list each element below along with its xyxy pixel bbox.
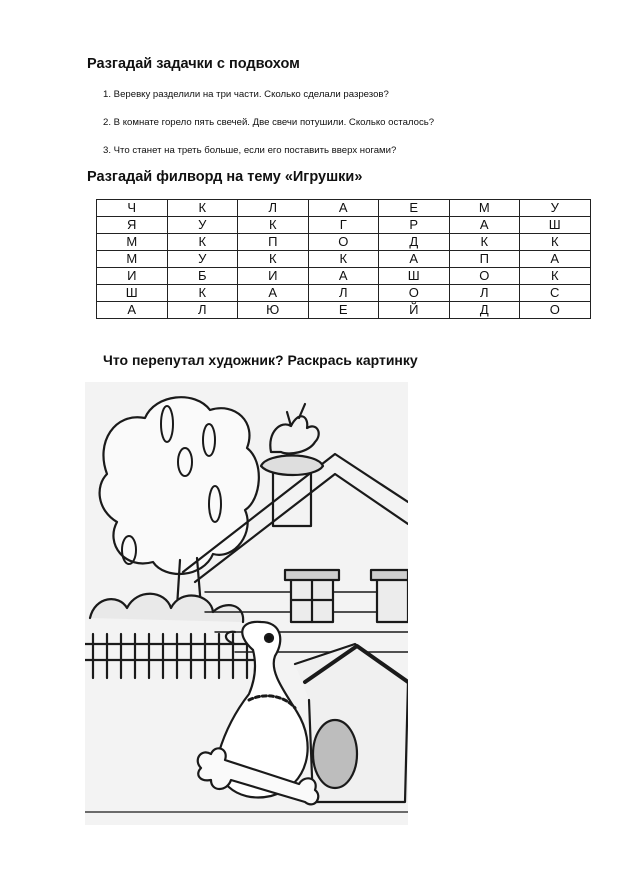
riddle-3: 3. Что станет на треть больше, если его поставить вверх ногами? [103, 145, 397, 156]
grid-cell: Г [308, 217, 379, 234]
grid-cell: К [520, 234, 591, 251]
grid-cell: И [97, 268, 168, 285]
grid-cell: К [238, 217, 309, 234]
riddles-title: Разгадай задачки с подвохом [87, 56, 300, 72]
grid-cell: А [520, 251, 591, 268]
grid-row [97, 217, 591, 234]
grid-cell: П [449, 251, 520, 268]
grid-cell: Ш [97, 285, 168, 302]
tree-crown [100, 397, 259, 574]
bird-nest [261, 456, 323, 476]
grid-cell: К [449, 234, 520, 251]
grid-cell: И [238, 268, 309, 285]
grid-cell: А [308, 200, 379, 217]
riddle-2: 2. В комнате горело пять свечей. Две свечи потушили. Сколько осталось? [103, 117, 435, 128]
grid-cell: Ш [520, 217, 591, 234]
grid-cell: Й [379, 302, 450, 319]
grid-cell: А [449, 217, 520, 234]
grid-cell: Л [308, 285, 379, 302]
grid-cell: О [379, 285, 450, 302]
riddle-1: 1. Веревку разделили на три части. Сколько сделали разрезов? [103, 89, 389, 100]
grid-cell: М [97, 234, 168, 251]
grid-cell: Р [379, 217, 450, 234]
grid-cell: К [167, 234, 238, 251]
grid-cell: С [520, 285, 591, 302]
grid-cell: А [97, 302, 168, 319]
grid-cell: Ч [97, 200, 168, 217]
grid-cell: А [238, 285, 309, 302]
grid-row [97, 285, 591, 302]
wordsearch-title: Разгадай филворд на тему «Игрушки» [87, 169, 363, 185]
grid-cell: М [97, 251, 168, 268]
grid-cell: К [308, 251, 379, 268]
grid-cell: А [379, 251, 450, 268]
grid-cell: О [308, 234, 379, 251]
grid-row [97, 268, 591, 285]
coloring-title: Что перепутал художник? Раскрась картинку [103, 352, 418, 368]
grid-cell: Л [449, 285, 520, 302]
grid-cell: Д [449, 302, 520, 319]
grid-row [97, 251, 591, 268]
grid-cell: А [308, 268, 379, 285]
grid-cell: Е [379, 200, 450, 217]
wordsearch-grid [96, 199, 591, 319]
grid-cell: Е [308, 302, 379, 319]
grid-cell: Ю [238, 302, 309, 319]
grid-cell: П [238, 234, 309, 251]
grid-cell: К [238, 251, 309, 268]
grid-row [97, 302, 591, 319]
grid-cell: Л [167, 302, 238, 319]
grid-cell: К [520, 268, 591, 285]
grid-cell: Ш [379, 268, 450, 285]
grid-cell: Л [238, 200, 309, 217]
grid-cell: У [167, 217, 238, 234]
grid-cell: О [520, 302, 591, 319]
grid-row [97, 234, 591, 251]
grid-cell: К [167, 200, 238, 217]
grid-cell: К [167, 285, 238, 302]
grid-cell: Я [97, 217, 168, 234]
grid-row [97, 200, 591, 217]
grid-cell: О [449, 268, 520, 285]
riddles-list [103, 88, 434, 172]
grid-cell: У [520, 200, 591, 217]
dog-house-door [313, 720, 357, 788]
grid-cell: У [167, 251, 238, 268]
coloring-picture [85, 382, 408, 825]
grid-cell: Д [379, 234, 450, 251]
grid-cell: М [449, 200, 520, 217]
grid-cell: Б [167, 268, 238, 285]
